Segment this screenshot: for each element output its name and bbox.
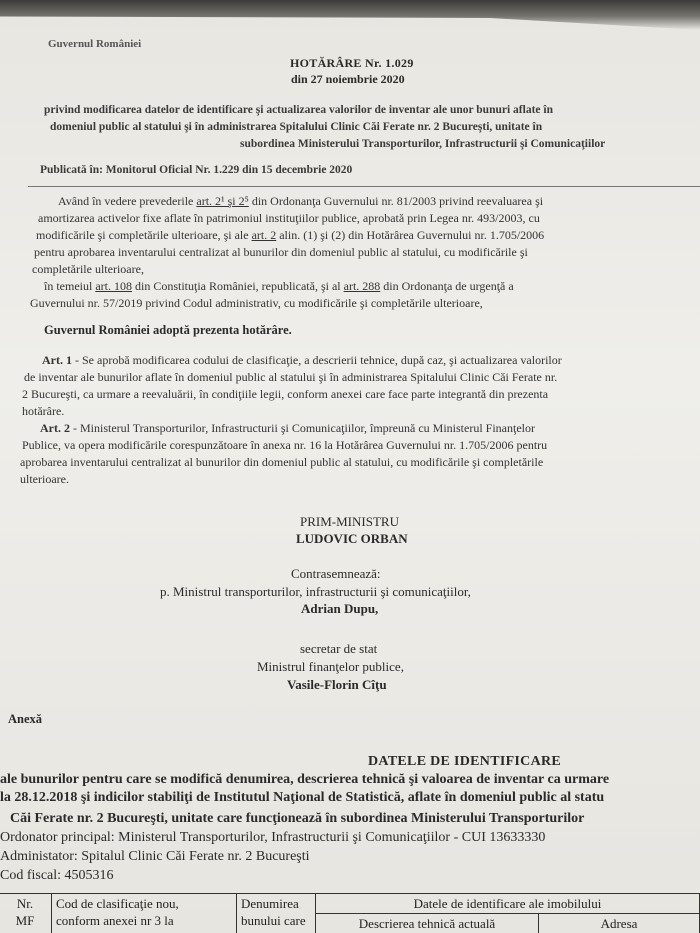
minister-transport-title: p. Ministrul transporturilor, infrastructurii şi comunicaţiilor, (160, 584, 471, 599)
preamble-line-7: Guvernului nr. 57/2019 privind Codul administrativ, cu modificările şi completările ulterioare, (30, 296, 483, 310)
col-classification-code: Cod de clasificaţie nou, conform anexei nr 3 la (52, 894, 237, 933)
col-technical-description: Descrierea tehnică actuală (316, 914, 539, 933)
link-art-2[interactable]: art. 2¹ şi 2⁵ (196, 194, 249, 208)
decision-date: din 27 noiembrie 2020 (291, 72, 405, 86)
secretary-of-state: secretar de stat (300, 641, 378, 656)
subject-line-1: privind modificarea datelor de identificare şi actualizarea valorilor de inventar ale unor bunuri aflate în (44, 104, 553, 116)
subject-line-3: subordinea Ministerului Transporturilor, Infrastructurii şi Comunicaţiilor (240, 138, 606, 150)
publication-info: Publicată în: Monitorul Oficial Nr. 1.229 din 15 decembrie 2020 (40, 164, 353, 176)
art1-line-2: de inventar ale bunurilor aflate în domeniul public al statului şi în administrarea Spitalului Clinic Căi Ferate nr. (24, 370, 558, 384)
subject-line-2: domeniul public al statului şi în administrarea Spitalului Clinic Căi Ferate nr. 2 Bucureşti, unitate în (50, 121, 543, 133)
photo-shadow (0, 0, 700, 30)
minister-finance-title: Ministrul finanţelor publice, (257, 659, 404, 674)
preamble-line-2: amortizarea activelor fixe aflate în patrimoniul instituţiilor publice, aprobată prin Legea nr. 493/2003, cu (38, 211, 540, 225)
countersign-label: Contrasemnează: (291, 566, 381, 581)
identification-table (0, 893, 700, 933)
adoption-statement: Guvernul României adoptă prezenta hotărâre. (44, 323, 292, 337)
annex-line-6: Cod fiscal: 4505316 (0, 868, 114, 883)
link-art-108[interactable]: art. 108 (95, 279, 132, 293)
minister-finance-name: Vasile-Florin Cîţu (287, 677, 387, 692)
col-nr-mf: Nr. MF (0, 894, 52, 933)
annex-line-1: ale bunurilor pentru care se modifică denumirea, descrierea tehnică şi valoarea de inventar ca urmare (0, 772, 610, 787)
divider-line (28, 186, 700, 187)
art1-line-1: Art. 1 - Se aprobă modificarea codului de clasificaţie, a descrierii tehnice, după caz, şi actualizarea valorilor (42, 353, 562, 367)
art2-line-4: ulterioare. (20, 472, 69, 486)
link-art-288[interactable]: art. 288 (343, 279, 381, 293)
issuer-header: Guvernul României (48, 38, 142, 50)
pm-name: LUDOVIC ORBAN (296, 531, 408, 546)
preamble-line-1: Având în vedere prevederile art. 2¹ şi 2⁵ din Ordonanţa Guvernului nr. 81/2003 privind reevaluarea şi (58, 194, 544, 208)
col-address: Adresa (539, 914, 700, 933)
annex-label: Anexă (8, 712, 43, 726)
art1-line-4: hotărâre. (22, 404, 65, 418)
preamble-line-4: pentru aprobarea inventarului centralizat al bunurilor din domeniul public al statului, cu modificările şi (34, 245, 528, 259)
annex-line-5: Administator: Spitalul Clinic Căi Ferate nr. 2 Bucureşti (0, 849, 310, 864)
col-asset-name: Denumirea bunului care (237, 894, 316, 933)
annex-line-3: Căi Ferate nr. 2 Bucureşti, unitate care funcţionează în subordinea Ministerului Transporturilor (10, 811, 585, 826)
preamble-line-5: completările ulterioare, (32, 262, 144, 276)
link-art-2-hg[interactable]: art. 2 (251, 228, 277, 242)
decision-title: HOTĂRÂRE Nr. 1.029 (290, 56, 414, 70)
preamble-line-6: în temeiul art. 108 din Constituţia României, republicată, şi al art. 288 din Ordonanţa de urgenţă a (44, 279, 514, 293)
preamble-line-3: modificările şi completările ulterioare, şi ale art. 2 alin. (1) şi (2) din Hotărârea Guvernului nr. 1.705/2006 (36, 228, 545, 242)
art2-line-1: Art. 2 - Ministerul Transporturilor, Infrastructurii şi Comunicaţiilor, împreună cu Ministerul Finanţelor (40, 421, 535, 435)
pm-title: PRIM-MINISTRU (300, 514, 399, 529)
annex-line-4: Ordonator principal: Ministerul Transporturilor, Infrastructurii şi Comunicaţiilor - CUI 13633330 (0, 830, 546, 845)
annex-line-2: la 28.12.2018 şi indicilor stabiliţi de Institutul Naţional de Statistică, aflate în domeniul public al statu (0, 790, 605, 805)
art2-line-3: aprobarea inventarului centralizat al bunurilor din domeniul public al statului, cu modificările şi completările (20, 455, 544, 469)
minister-transport-name: Adrian Dupu, (301, 601, 379, 616)
art1-line-3: 2 Bucureşti, ca urmare a reevaluării, în condiţiile legii, conform anexei care face parte integrantă din prezenta (22, 387, 549, 401)
annex-heading: DATELE DE IDENTIFICARE (368, 754, 562, 769)
col-identification-data: Datele de identificare ale imobilului (316, 894, 700, 914)
art2-line-2: Publice, va opera modificările corespunzătoare în anexa nr. 16 la Hotărârea Guvernului nr. 1.705/2006 pentru (22, 438, 548, 452)
